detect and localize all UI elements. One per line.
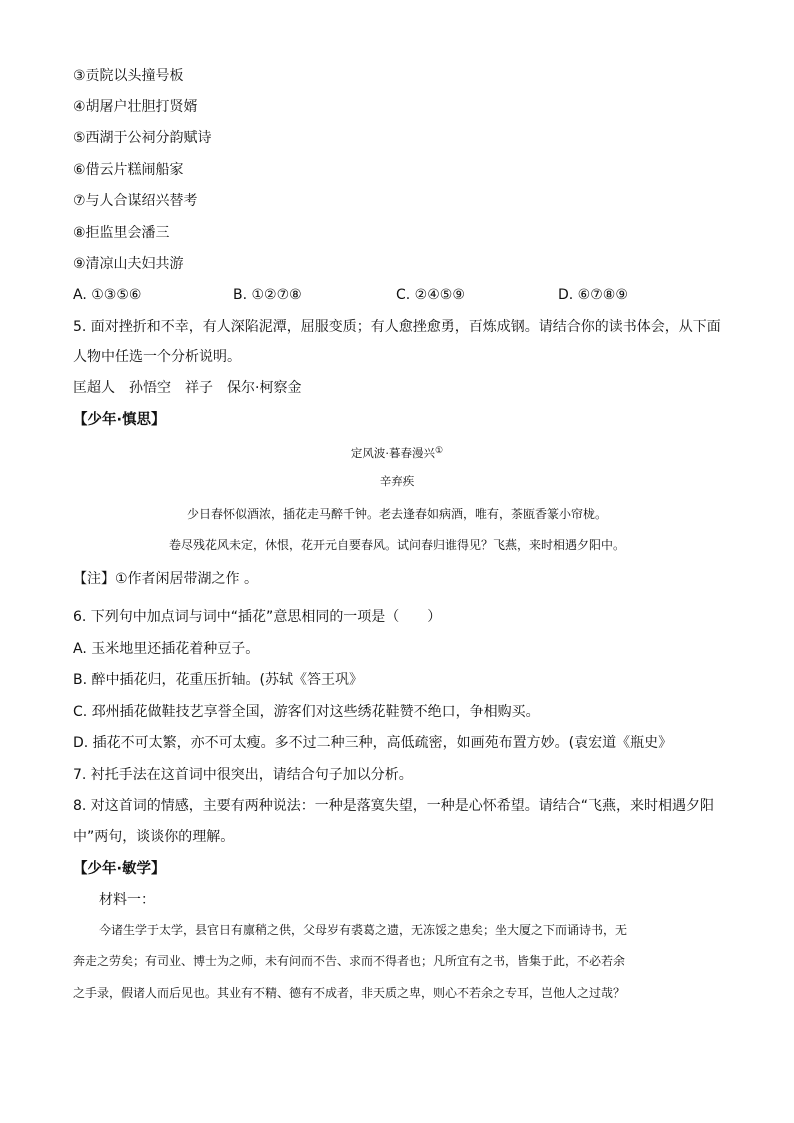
q6-option-d: D. 插花不可太繁，亦不可太瘦。多不过二种三种，高低疏密，如画苑布置方妙。(袁宏道《瓶史》 (73, 735, 673, 751)
option-a: A. ①③⑤⑥ (73, 287, 142, 303)
material-line: 今诸生学于太学，县官日有廪稍之供，父母岁有裘葛之遗，无冻馁之患矣；坐大厦之下而诵诗书，无 (99, 923, 628, 937)
q6-option-a: A. 玉米地里还插花着种豆子。 (73, 641, 260, 657)
option-d: D. ⑥⑦⑧⑨ (558, 287, 628, 303)
poem-line: 卷尽残花风未定，休恨，花开元自要春风。试问春归谁得见？飞燕，来时相遇夕阳中。 (168, 538, 625, 552)
q6-option-b: B. 醉中插花归，花重压折轴。(苏轼《答王巩》 (73, 672, 363, 688)
list-item: ③贡院以头撞号板 (73, 68, 184, 84)
q5-characters: 匡超人 孙悟空 祥子 保尔·柯察金 (73, 380, 302, 396)
material-label: 材料一： (99, 892, 155, 908)
q5-stem-line1: 5. 面对挫折和不幸，有人深陷泥潭，屈服变质；有人愈挫愈勇，百炼成钢。请结合你的读书体会，从下面 (73, 319, 721, 335)
list-item: ⑦与人合谋绍兴替考 (73, 193, 198, 209)
section-heading-minxue: 【少年·敏学】 (73, 861, 166, 877)
poem-title (0, 443, 794, 461)
footnote-marker: ① (435, 446, 444, 456)
list-item: ④胡屠户壮胆打贤婿 (73, 99, 198, 115)
list-item: ⑧拒监里会潘三 (73, 225, 170, 241)
poem-title-text: 定风波·暮春漫兴 (350, 446, 436, 460)
poem-line: 少日春怀似酒浓，插花走马醉千钟。老去逢春如病酒，唯有，茶瓯香篆小帘栊。 (186, 507, 607, 521)
material-line: 之手录，假诸人而后见也。其业有不精、德有不成者，非天质之卑，则心不若余之专耳，岂他人之过哉？ (73, 986, 626, 1000)
q8-stem-line1: 8. 对这首词的情感，主要有两种说法：一种是落寞失望，一种是心怀希望。请结合“飞燕，来时相遇夕阳 (73, 798, 715, 814)
option-b: B. ①②⑦⑧ (233, 287, 302, 303)
q6-option-c: C. 邳州插花做鞋技艺享誉全国，游客们对这些绣花鞋赞不绝口，争相购买。 (73, 704, 540, 720)
poem-author: 辛弃疾 (379, 474, 415, 488)
list-item: ⑥借云片糕闹船家 (73, 162, 184, 178)
section-heading-shensi: 【少年·慎思】 (73, 412, 166, 428)
q7-stem: 7. 衬托手法在这首词中很突出，请结合句子加以分析。 (73, 767, 413, 783)
list-item: ⑤西湖于公祠分韵赋诗 (73, 130, 212, 146)
q4-options (73, 286, 673, 304)
q5-stem-line2: 人物中任选一个分析说明。 (73, 349, 241, 365)
q6-stem: 6. 下列句中加点词与词中“插花”意思相同的一项是（ ） (73, 609, 442, 625)
option-c: C. ②④⑤⑨ (396, 287, 465, 303)
q8-stem-line2: 中”两句，谈谈你的理解。 (73, 829, 235, 845)
annotation: 【注】①作者闲居带湖之作 。 (73, 571, 259, 587)
material-line: 奔走之劳矣；有司业、博士为之师，未有问而不告、求而不得者也；凡所宜有之书，皆集于此，不必若余 (73, 954, 626, 968)
list-item: ⑨清凉山夫妇共游 (73, 256, 184, 272)
